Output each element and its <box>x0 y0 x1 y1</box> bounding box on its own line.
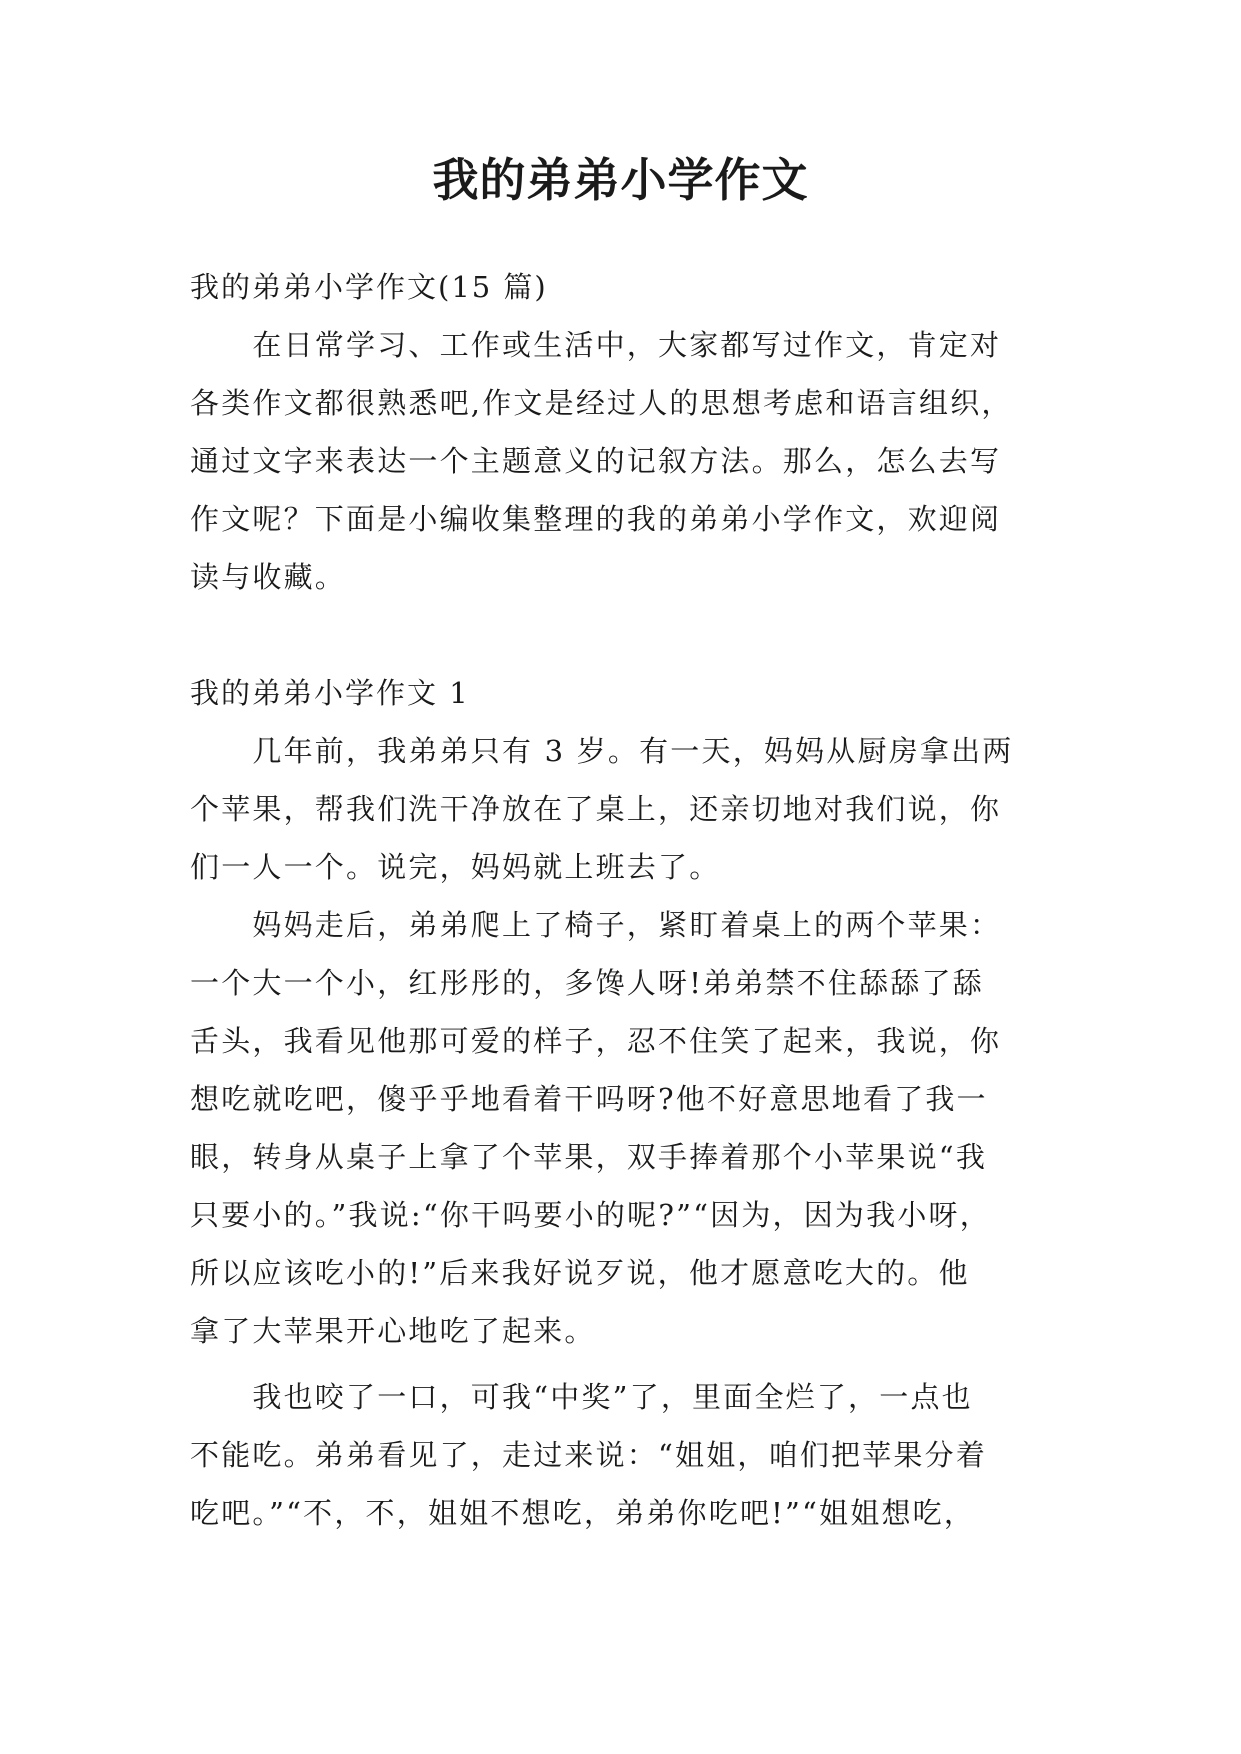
intro-paragraph <box>190 316 1052 606</box>
section-paragraph <box>190 896 1052 1360</box>
paragraph-line: 吃吧。”“不，不，姐姐不想吃，弟弟你吃吧!”“姐姐想吃， <box>190 1496 976 1530</box>
intro-line: 作文呢？下面是小编收集整理的我的弟弟小学作文，欢迎阅 <box>190 502 1002 536</box>
paragraph-line: 个苹果，帮我们洗干净放在了桌上，还亲切地对我们说，你 <box>190 792 1002 826</box>
intro-line: 在日常学习、工作或生活中，大家都写过作文，肯定对 <box>190 328 1002 362</box>
section-heading: 我的弟弟小学作文 1 <box>190 676 470 710</box>
paragraph-line: 几年前，我弟弟只有 3 岁。有一天，妈妈从厨房拿出两 <box>190 734 1014 768</box>
section-paragraph <box>190 722 1052 896</box>
paragraph-line: 只要小的。”我说:“你干吗要小的呢?”“因为，因为我小呀， <box>190 1198 991 1232</box>
paragraph-line: 不能吃。弟弟看见了，走过来说：“姐姐，咱们把苹果分着 <box>190 1438 988 1472</box>
intro-line: 各类作文都很熟悉吧,作文是经过人的思想考虑和语言组织， <box>190 386 1013 420</box>
document-subtitle: 我的弟弟小学作文(15 篇) <box>190 270 548 304</box>
paragraph-line: 们一人一个。说完，妈妈就上班去了。 <box>190 850 721 884</box>
paragraph-line: 一个大一个小，红彤彤的，多馋人呀!弟弟禁不住舔舔了舔 <box>190 966 984 1000</box>
paragraph-line: 我也咬了一口，可我“中奖”了，里面全烂了，一点也 <box>190 1380 973 1414</box>
section-paragraph <box>190 1368 1052 1542</box>
paragraph-line: 舌头，我看见他那可爱的样子，忍不住笑了起来，我说，你 <box>190 1024 1002 1058</box>
intro-line: 读与收藏。 <box>190 560 347 594</box>
document-body <box>190 258 1052 1542</box>
paragraph-line: 所以应该吃小的!”后来我好说歹说，他才愿意吃大的。他 <box>190 1256 970 1290</box>
paragraph-line: 妈妈走后，弟弟爬上了椅子，紧盯着桌上的两个苹果： <box>190 908 1002 942</box>
document-title: 我的弟弟小学作文 <box>432 153 809 207</box>
intro-line: 通过文字来表达一个主题意义的记叙方法。那么，怎么去写 <box>190 444 1002 478</box>
paragraph-line: 想吃就吃吧，傻乎乎地看着干吗呀?他不好意思地看了我一 <box>190 1082 988 1116</box>
paragraph-line: 拿了大苹果开心地吃了起来。 <box>190 1314 596 1348</box>
paragraph-line: 眼，转身从桌子上拿了个苹果，双手捧着那个小苹果说“我 <box>190 1140 988 1174</box>
